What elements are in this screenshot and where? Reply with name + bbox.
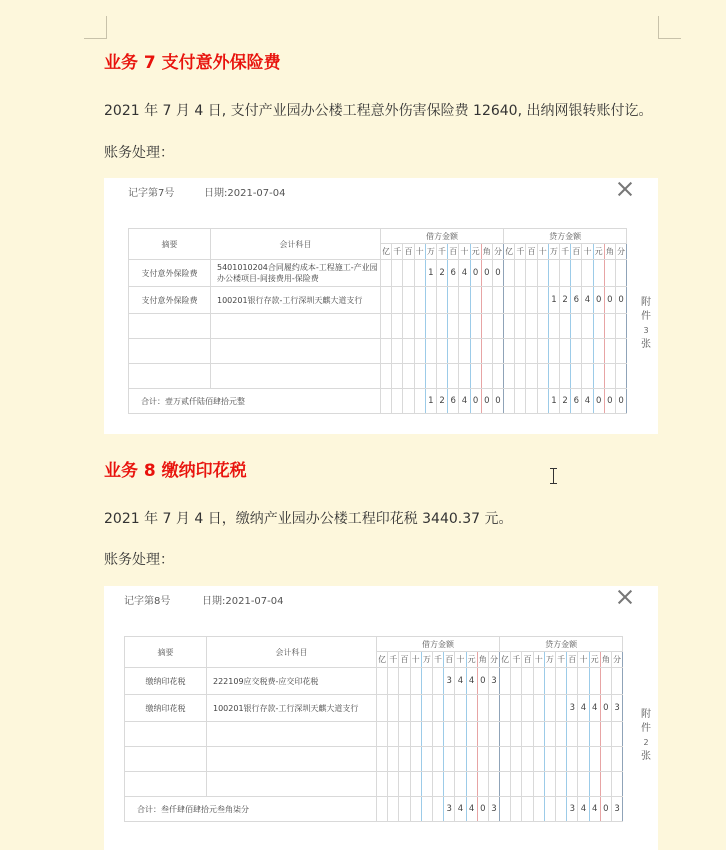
voucher-header: [104, 178, 658, 202]
debit-digit: [392, 260, 403, 287]
debit-digit: [381, 260, 392, 287]
total-debit-digit: 6: [448, 389, 459, 414]
credit-digit: [500, 695, 511, 722]
total-credit-digit: 2: [560, 389, 571, 414]
total-debit-digit: [403, 389, 414, 414]
total-debit-digit: [410, 797, 421, 822]
digit-header: 亿: [504, 244, 515, 260]
credit-digit: [511, 695, 522, 722]
credit-digit: [560, 260, 571, 287]
debit-digit: [377, 695, 388, 722]
row-account: 5401010204合同履约成本-工程施工-产业园办公楼项目-间接费用-保险费: [211, 260, 381, 287]
debit-digit: [414, 287, 425, 314]
debit-digit: [436, 287, 447, 314]
credit-digit: 2: [560, 287, 571, 314]
debit-digit: [470, 287, 481, 314]
debit-digit: [381, 287, 392, 314]
credit-digit: [522, 695, 533, 722]
header-credit: 贷方金额: [500, 637, 623, 652]
total-debit-digit: 4: [466, 797, 477, 822]
total-debit-digit: 0: [470, 389, 481, 414]
credit-digit: [533, 695, 544, 722]
credit-digit: 3: [567, 695, 578, 722]
header-account: 会计科目: [211, 229, 381, 260]
credit-digit: [578, 668, 589, 695]
total-debit-digit: 3: [488, 797, 499, 822]
voucher-code: 记字第8号: [124, 596, 171, 607]
voucher-header: [104, 586, 658, 610]
total-debit-digit: 0: [492, 389, 503, 414]
total-credit-digit: 1: [548, 389, 559, 414]
row-account: 100201银行存款-工行深圳天麒大道支行: [211, 287, 381, 314]
total-debit-digit: [414, 389, 425, 414]
credit-digit: [537, 287, 548, 314]
total-credit-digit: [526, 389, 537, 414]
attachment-count: [639, 296, 653, 352]
digit-header: 分: [611, 652, 622, 668]
credit-digit: [556, 668, 567, 695]
debit-digit: [455, 695, 466, 722]
digit-header: 元: [589, 652, 600, 668]
credit-digit: [571, 260, 582, 287]
debit-digit: [392, 287, 403, 314]
credit-digit: [537, 260, 548, 287]
empty-row: [125, 722, 623, 747]
total-debit-digit: [381, 389, 392, 414]
total-credit-digit: 4: [582, 389, 593, 414]
attachment-label-top: 附件: [641, 297, 651, 322]
empty-row: [125, 772, 623, 797]
total-debit-digit: [377, 797, 388, 822]
digit-header: 百: [399, 652, 410, 668]
debit-digit: 0: [470, 260, 481, 287]
row-summary: 支付意外保险费: [129, 260, 211, 287]
credit-digit: [589, 668, 600, 695]
digit-header: 千: [392, 244, 403, 260]
total-credit-digit: [537, 389, 548, 414]
header-credit: 贷方金额: [504, 229, 627, 244]
digit-header: 千: [432, 652, 443, 668]
debit-digit: [466, 695, 477, 722]
voucher-row: [129, 260, 627, 287]
debit-digit: [410, 668, 421, 695]
total-debit-digit: [432, 797, 443, 822]
total-debit-digit: 4: [459, 389, 470, 414]
debit-digit: [410, 695, 421, 722]
digit-header: 千: [436, 244, 447, 260]
credit-digit: [611, 668, 622, 695]
credit-digit: [526, 287, 537, 314]
digit-header: 千: [388, 652, 399, 668]
credit-digit: 3: [611, 695, 622, 722]
debit-digit: [399, 695, 410, 722]
digit-header: 角: [477, 652, 488, 668]
credit-digit: [615, 260, 626, 287]
attachment-label-bottom: 张: [641, 339, 651, 350]
credit-digit: 4: [589, 695, 600, 722]
total-credit-digit: [533, 797, 544, 822]
credit-digit: [604, 260, 615, 287]
debit-digit: 4: [455, 668, 466, 695]
credit-digit: [515, 287, 526, 314]
total-debit-digit: [388, 797, 399, 822]
header-summary: 摘要: [125, 637, 207, 668]
total-label: 合计：叁仟肆佰肆拾元叁角柒分: [125, 797, 377, 822]
total-credit-digit: [500, 797, 511, 822]
close-icon[interactable]: [618, 182, 632, 196]
section-title-7: 业务 7 支付意外保险费: [104, 53, 281, 73]
debit-digit: 2: [436, 260, 447, 287]
digit-header: 千: [511, 652, 522, 668]
digit-header: 千: [560, 244, 571, 260]
attachment-label-bottom: 张: [641, 751, 651, 762]
credit-digit: 0: [600, 695, 611, 722]
total-credit-digit: 6: [571, 389, 582, 414]
digit-header: 百: [403, 244, 414, 260]
close-icon[interactable]: [618, 590, 632, 604]
debit-digit: 0: [492, 260, 503, 287]
header-account: 会计科目: [207, 637, 377, 668]
voucher-card-7: [104, 178, 658, 434]
digit-header: 千: [515, 244, 526, 260]
total-debit-digit: 1: [425, 389, 436, 414]
total-credit-digit: 3: [567, 797, 578, 822]
row-summary: 缴纳印花税: [125, 695, 207, 722]
credit-digit: [556, 695, 567, 722]
total-label: 合计：壹万贰仟陆佰肆拾元整: [129, 389, 381, 414]
attachment-number: 2: [643, 738, 649, 747]
voucher-row: [129, 287, 627, 314]
voucher-date: 日期:2021-07-04: [204, 188, 286, 199]
debit-digit: [459, 287, 470, 314]
digit-header: 百: [448, 244, 459, 260]
credit-digit: [582, 260, 593, 287]
debit-digit: [421, 668, 432, 695]
credit-digit: [500, 668, 511, 695]
debit-digit: [444, 695, 455, 722]
total-credit-digit: 0: [600, 797, 611, 822]
total-credit-digit: 4: [578, 797, 589, 822]
total-row: [129, 389, 627, 414]
total-debit-digit: [399, 797, 410, 822]
total-credit-digit: [556, 797, 567, 822]
digit-header: 元: [466, 652, 477, 668]
credit-digit: 1: [548, 287, 559, 314]
voucher-date: 日期:2021-07-04: [202, 596, 284, 607]
digit-header: 亿: [381, 244, 392, 260]
credit-digit: [567, 668, 578, 695]
header-summary: 摘要: [129, 229, 211, 260]
digit-header: 百: [571, 244, 582, 260]
empty-row: [129, 364, 627, 389]
total-credit-digit: [504, 389, 515, 414]
voucher-table: [124, 636, 623, 822]
debit-digit: 1: [425, 260, 436, 287]
digit-header: 角: [481, 244, 492, 260]
credit-digit: [504, 287, 515, 314]
credit-digit: 4: [578, 695, 589, 722]
total-credit-digit: 0: [593, 389, 604, 414]
total-debit-digit: 0: [481, 389, 492, 414]
digit-header: 角: [600, 652, 611, 668]
page-corner-mark-right: [658, 16, 681, 39]
attachment-label-top: 附件: [641, 709, 651, 734]
digit-header: 十: [455, 652, 466, 668]
digit-header: 百: [567, 652, 578, 668]
total-debit-digit: 3: [444, 797, 455, 822]
debit-digit: 0: [481, 260, 492, 287]
voucher-card-8: [104, 586, 658, 850]
digit-header: 亿: [377, 652, 388, 668]
total-credit-digit: 0: [615, 389, 626, 414]
debit-digit: [432, 695, 443, 722]
voucher-row: [125, 695, 623, 722]
debit-digit: [421, 695, 432, 722]
attachment-count: [639, 708, 653, 764]
digit-header: 十: [410, 652, 421, 668]
credit-digit: [533, 668, 544, 695]
digit-header: 十: [578, 652, 589, 668]
total-credit-digit: [522, 797, 533, 822]
digit-header: 百: [444, 652, 455, 668]
total-credit-digit: 3: [611, 797, 622, 822]
text-cursor-icon: [550, 468, 558, 484]
digit-header: 十: [582, 244, 593, 260]
digit-header: 分: [492, 244, 503, 260]
row-summary: 支付意外保险费: [129, 287, 211, 314]
credit-digit: [526, 260, 537, 287]
voucher-code: 记字第7号: [128, 188, 175, 199]
total-credit-digit: [511, 797, 522, 822]
digit-header: 十: [533, 652, 544, 668]
credit-digit: 0: [593, 287, 604, 314]
digit-header: 万: [544, 652, 555, 668]
row-account: 100201银行存款-工行深圳天麒大道支行: [207, 695, 377, 722]
total-credit-digit: 4: [589, 797, 600, 822]
total-credit-digit: [515, 389, 526, 414]
section-description-8: 2021 年 7 月 4 日，缴纳产业园办公楼工程印花税 3440.37 元。: [104, 511, 513, 527]
debit-digit: [388, 668, 399, 695]
section-description-7: 2021 年 7 月 4 日, 支付产业园办公楼工程意外伤害保险费 12640, 出纳网银转账付讫。: [104, 103, 653, 119]
digit-header: 万: [548, 244, 559, 260]
debit-digit: [448, 287, 459, 314]
credit-digit: [593, 260, 604, 287]
debit-digit: [425, 287, 436, 314]
credit-digit: [544, 668, 555, 695]
digit-header: 元: [593, 244, 604, 260]
debit-digit: [492, 287, 503, 314]
digit-header: 百: [526, 244, 537, 260]
credit-digit: 4: [582, 287, 593, 314]
empty-row: [129, 314, 627, 339]
debit-digit: 3: [444, 668, 455, 695]
total-debit-digit: 0: [477, 797, 488, 822]
row-summary: 缴纳印花税: [125, 668, 207, 695]
empty-row: [125, 747, 623, 772]
digit-header: 十: [459, 244, 470, 260]
digit-header: 十: [414, 244, 425, 260]
process-label-8: 账务处理：: [104, 552, 174, 568]
digit-header: 分: [488, 652, 499, 668]
total-debit-digit: [421, 797, 432, 822]
digit-header: 百: [522, 652, 533, 668]
voucher-table: [128, 228, 627, 414]
header-debit: 借方金额: [377, 637, 500, 652]
digit-header: 十: [537, 244, 548, 260]
credit-digit: [522, 668, 533, 695]
debit-digit: [403, 287, 414, 314]
section-title-8: 业务 8 缴纳印花税: [104, 461, 247, 481]
total-debit-digit: 2: [436, 389, 447, 414]
total-row: [125, 797, 623, 822]
digit-header: 千: [556, 652, 567, 668]
credit-digit: 6: [571, 287, 582, 314]
voucher-row: [125, 668, 623, 695]
digit-header: 分: [615, 244, 626, 260]
process-label-7: 账务处理：: [104, 145, 174, 161]
debit-digit: [403, 260, 414, 287]
empty-row: [129, 339, 627, 364]
digit-header: 角: [604, 244, 615, 260]
credit-digit: 0: [615, 287, 626, 314]
credit-digit: [548, 260, 559, 287]
debit-digit: [377, 668, 388, 695]
total-debit-digit: [392, 389, 403, 414]
credit-digit: [544, 695, 555, 722]
header-debit: 借方金额: [381, 229, 504, 244]
debit-digit: [414, 260, 425, 287]
page-corner-mark-left: [84, 16, 107, 39]
debit-digit: [481, 287, 492, 314]
debit-digit: [477, 695, 488, 722]
credit-digit: [511, 668, 522, 695]
row-account: 222109应交税费-应交印花税: [207, 668, 377, 695]
digit-header: 元: [470, 244, 481, 260]
debit-digit: [488, 695, 499, 722]
attachment-number: 3: [643, 326, 649, 335]
debit-digit: 0: [477, 668, 488, 695]
credit-digit: [515, 260, 526, 287]
credit-digit: [600, 668, 611, 695]
debit-digit: 6: [448, 260, 459, 287]
debit-digit: [388, 695, 399, 722]
digit-header: 万: [421, 652, 432, 668]
total-debit-digit: 4: [455, 797, 466, 822]
credit-digit: 0: [604, 287, 615, 314]
debit-digit: [399, 668, 410, 695]
debit-digit: 4: [459, 260, 470, 287]
total-credit-digit: 0: [604, 389, 615, 414]
credit-digit: [504, 260, 515, 287]
debit-digit: [432, 668, 443, 695]
total-credit-digit: [544, 797, 555, 822]
debit-digit: 3: [488, 668, 499, 695]
digit-header: 亿: [500, 652, 511, 668]
digit-header: 万: [425, 244, 436, 260]
debit-digit: 4: [466, 668, 477, 695]
